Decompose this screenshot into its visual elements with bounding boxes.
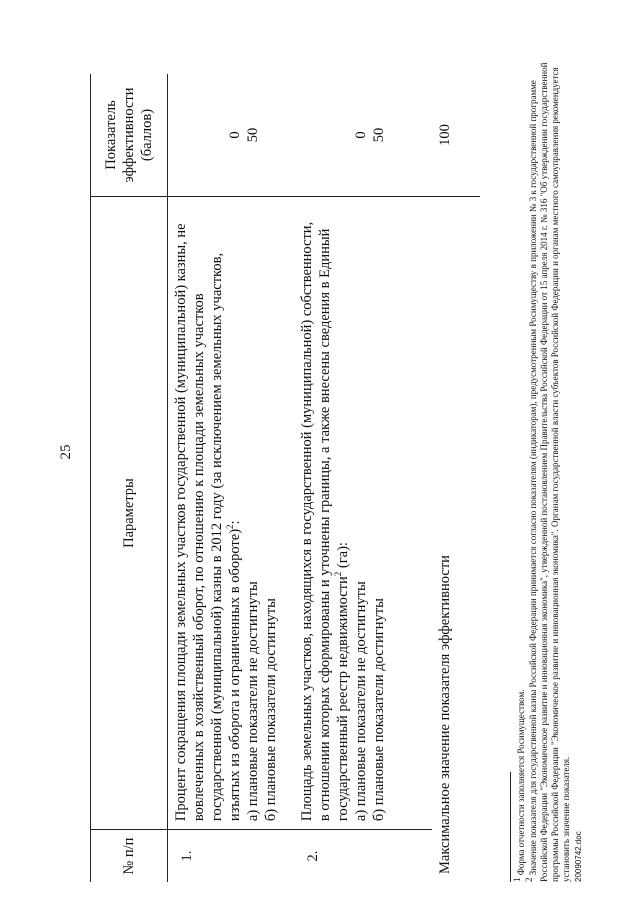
row-parameter (168, 196, 295, 829)
row-number: 2. (294, 830, 432, 882)
param-line: вовлеченных в хозяйственный оборот, по отношению к площади земельных участков (191, 293, 207, 822)
score-b: 50 (245, 127, 261, 143)
row-score (294, 74, 432, 196)
score-b: 50 (371, 127, 387, 143)
param-tail: (га): (335, 542, 351, 572)
option-a: а) плановые показатели не достигнуты (353, 581, 369, 822)
total-label: Максимальное значение показателя эффективности (432, 196, 480, 882)
page-number: 25 (58, 444, 74, 460)
document-id: 20090742.doc (574, 831, 583, 882)
footnote-mark: 2 (524, 877, 534, 882)
table-header-row (91, 74, 168, 882)
footnote-text: Форма отчетности заполняется Росимуществом. (516, 689, 526, 876)
table-row (168, 74, 295, 882)
footnote-ref: 2 (333, 571, 344, 577)
efficiency-table (90, 74, 480, 882)
footnotes (512, 52, 573, 882)
param-line: Площадь земельных участков, находящихся в государственной (муниципальной) собственности, (299, 221, 315, 822)
score-a: 0 (227, 131, 243, 139)
footnote-mark: 1 (512, 877, 522, 882)
score-a: 0 (353, 131, 369, 139)
option-b: б) плановые показатели достигнуты (371, 598, 387, 822)
header-score: Показатель эффективности (баллов) (91, 74, 168, 196)
table-row (294, 74, 432, 882)
total-score: 100 (437, 124, 453, 146)
footnote-divider (510, 772, 511, 882)
option-b: б) плановые показатели достигнуты (263, 598, 279, 822)
param-line: государственный реестр недвижимости (335, 576, 351, 822)
footnote-ref: 2 (225, 524, 236, 529)
header-num: № п/п (91, 830, 168, 882)
param-line: государственной (муниципальной) казны в 2012 году (за исключением земельных участков, (209, 252, 225, 822)
row-score (168, 74, 295, 196)
param-line: изъятых из оборота и ограниченных в обороте) (227, 528, 243, 822)
param-line: Процент сокращения площади земельных участков государственной (муниципальной) казны, не (173, 223, 189, 822)
param-line: в отношении которых сформированы и уточнены границы, а также внесены сведения в Единый (317, 228, 333, 822)
header-params: Параметры (91, 196, 168, 829)
param-tail: : (227, 520, 243, 525)
table-row-total (432, 74, 480, 882)
option-a: а) плановые показатели не достигнуты (245, 581, 261, 822)
row-parameter (294, 196, 432, 829)
footnote-text: Значение показателя для государственной казны Российской Федерации принимается согласно показателям (индикаторам), предусмотренным Росимуществу в приложении № 3 к государственной программе Российской Федерации "Экономическое развитие и инновационная экономика", утвержденной постановлением Правительства Российской Федерации от 15 апреля 2014 г. № 316 "Об утверждении государственной программы Российской Федерации "Экономическое развитие и инновационная экономика". Органам государственной власти субъектов Российской Федерации и органам местного самоуправления рекомендуется установить значение показателя. (528, 62, 571, 882)
rotated-content (50, 22, 590, 882)
row-number: 1. (168, 830, 295, 882)
footnote (524, 52, 572, 882)
footnote (512, 52, 527, 882)
